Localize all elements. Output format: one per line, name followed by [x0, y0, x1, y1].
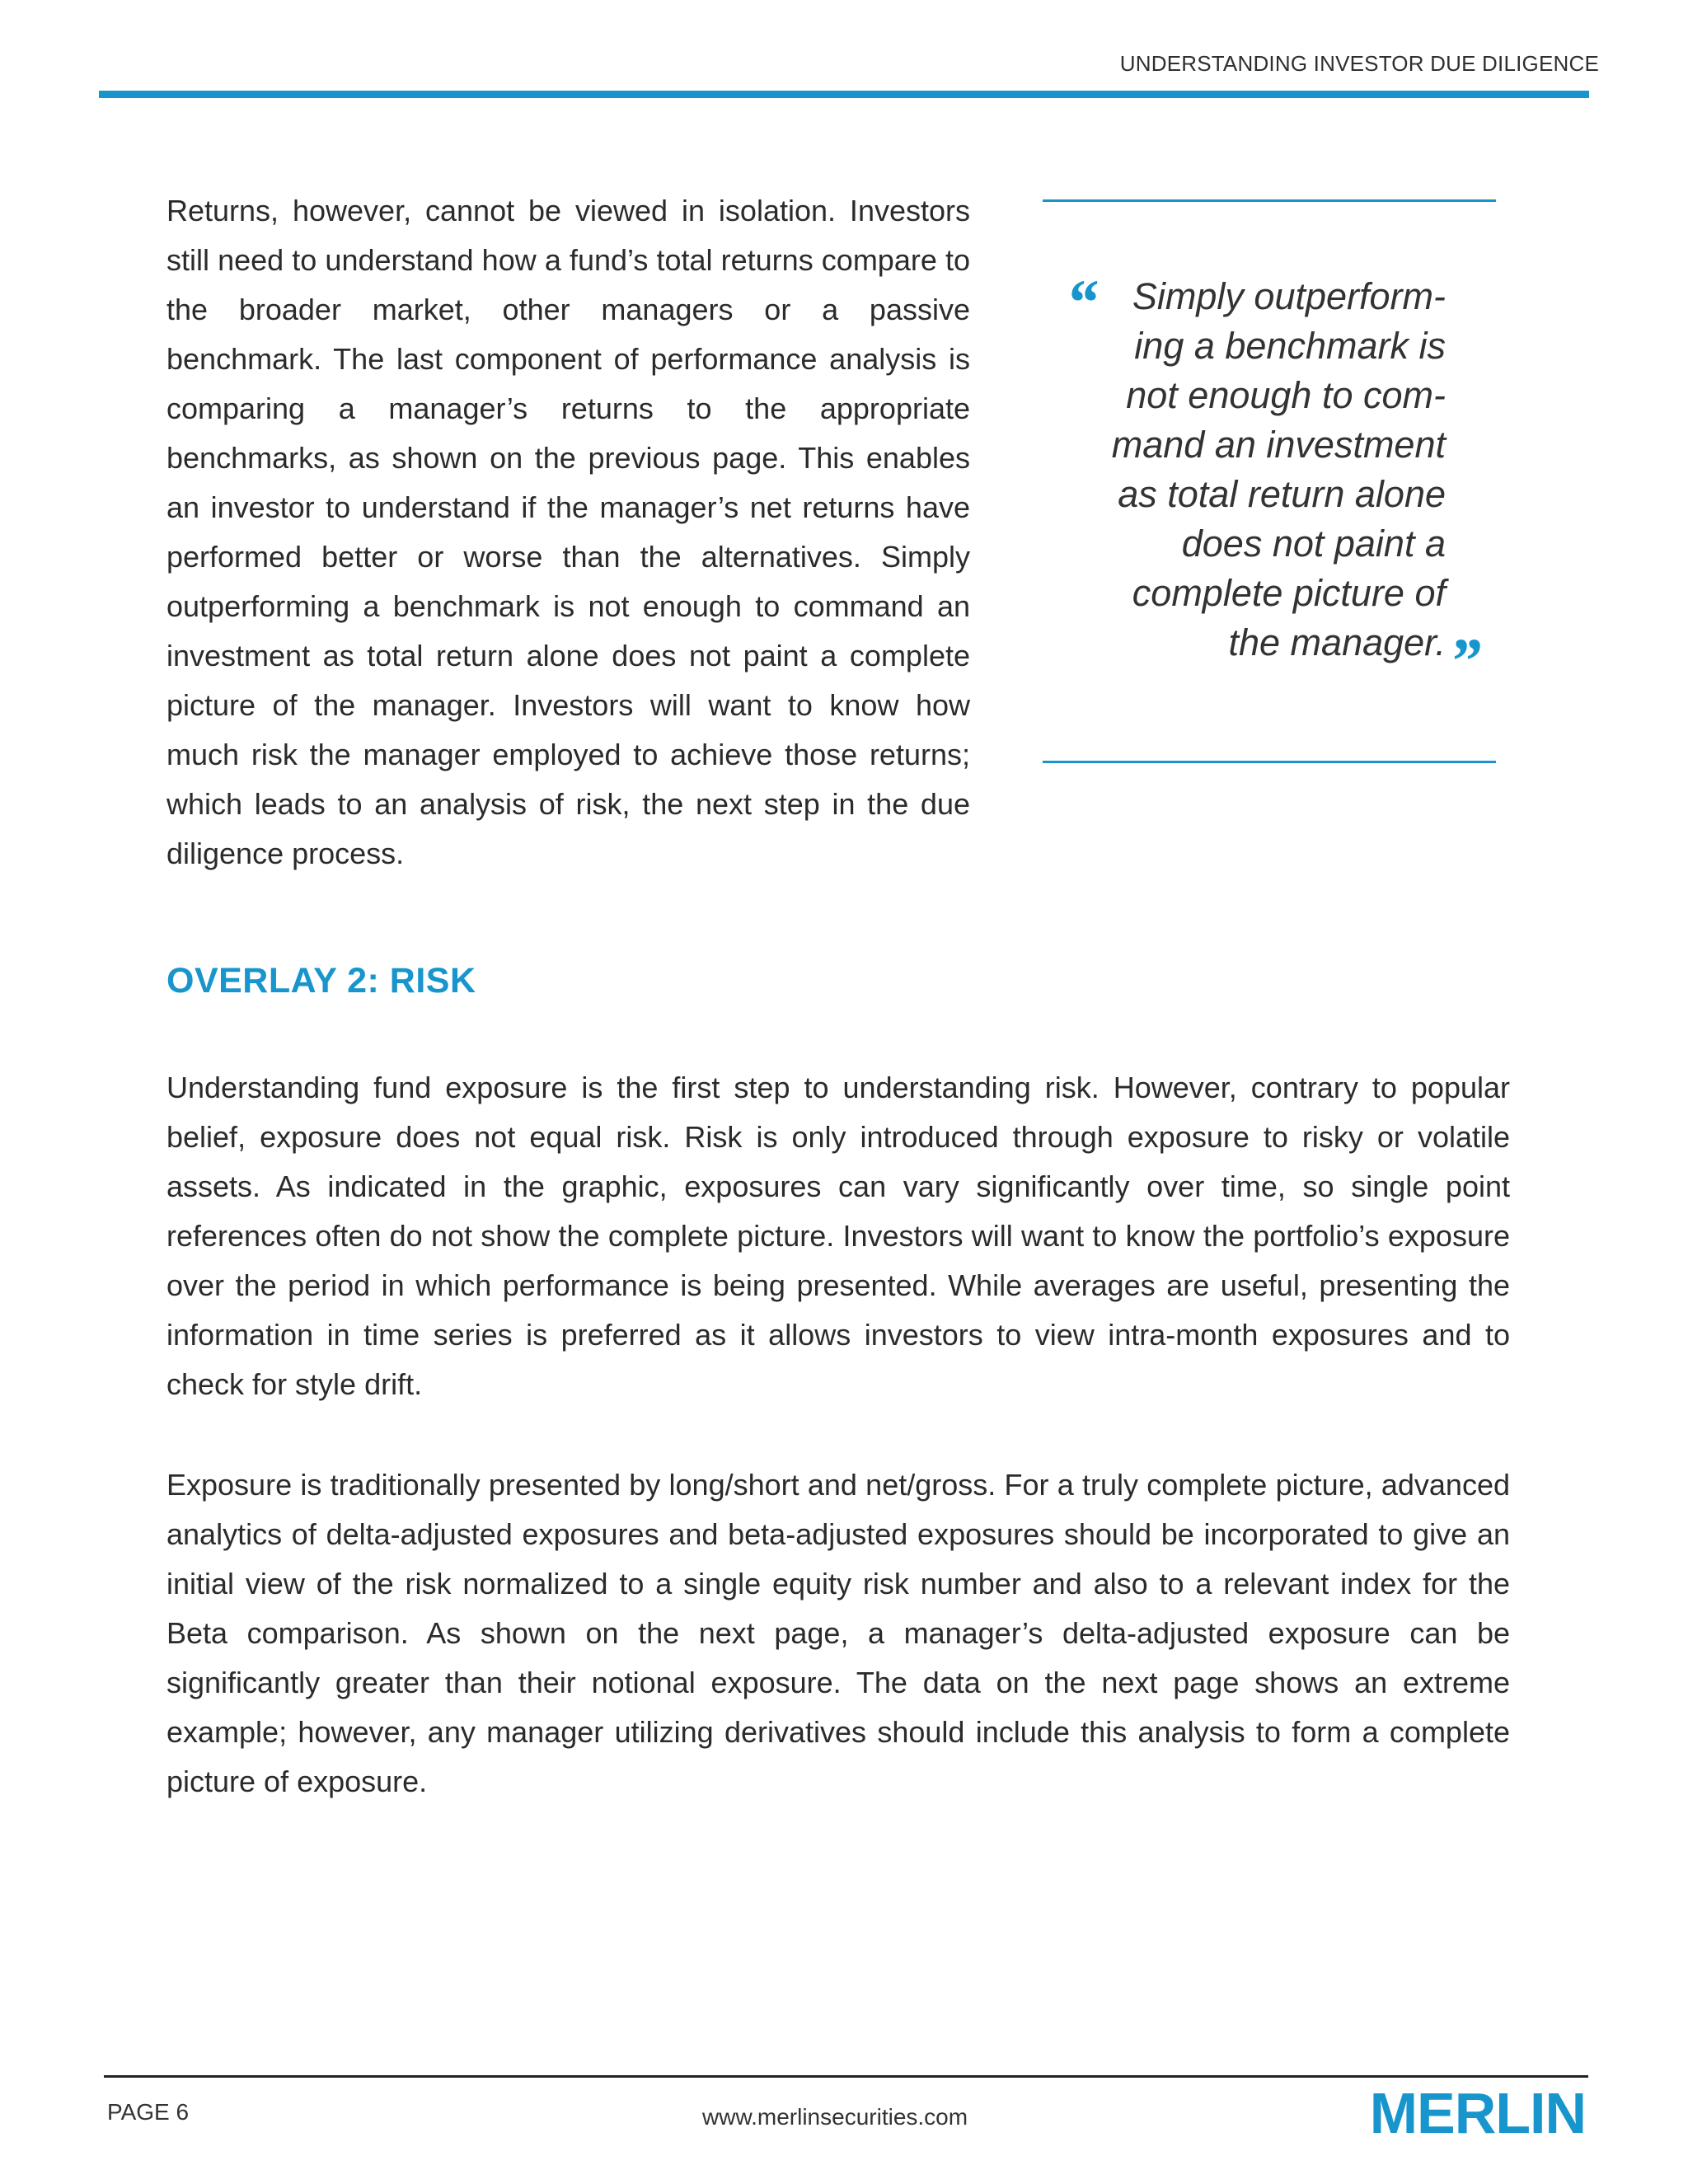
pullquote-line: the manager.: [1228, 621, 1446, 663]
pullquote-line: mand an investment: [1111, 424, 1446, 466]
pullquote-bottom-rule: [1043, 761, 1496, 763]
open-quote-icon: “: [1066, 266, 1098, 338]
pullquote-line: does not paint a: [1181, 523, 1446, 565]
intro-paragraph: Returns, however, cannot be viewed in isolation. Investors still need to understand how a fund’s total returns compare to the broader market, other managers or a passive benchmark. The last component of performance analysis is comparing a manager’s returns to the appropriate benchmarks, as shown on the previous page. This enables an investor to understand if the manager’s net returns have performed better or worse than the alternatives. Simply outperforming a benchmark is not enough to command an investment as total return alone does not paint a complete picture of the manager. Investors will want to know how much risk the manager employed to achieve those returns; which leads to an analysis of risk, the next step in the due diligence process.: [166, 194, 970, 870]
footer-rule: [104, 2075, 1588, 2078]
pullquote-line: complete picture of: [1132, 572, 1446, 614]
close-quote-icon: ”: [1449, 625, 1481, 696]
website-link[interactable]: www.merlinsecurities.com: [702, 2104, 968, 2130]
pullquote-line: as total return alone: [1118, 473, 1446, 515]
section-heading: OVERLAY 2: RISK: [166, 961, 476, 1001]
pullquote-line: ing a benchmark is: [1134, 325, 1446, 367]
body-paragraph: Exposure is traditionally presented by long/short and net/gross. For a truly complete picture, advanced analytics of delta-adjusted exposures and beta-adjusted exposures should be incorporated to give an initial view of the risk normalized to a single equity risk number and also to a relevant index for the Beta comparison. As shown on the next page, a manager’s delta-adjusted exposure can be significantly greater than their notional exposure. The data on the next page shows an extreme example; however, any manager utilizing derivatives should include this analysis to form a complete picture of exposure.: [166, 1468, 1510, 1798]
merlin-logo: MERLIN: [1369, 2081, 1586, 2145]
pullquote: [1063, 266, 1446, 668]
running-header: UNDERSTANDING INVESTOR DUE DILIGENCE: [1119, 51, 1599, 76]
pullquote-top-rule: [1043, 199, 1496, 202]
pullquote-line: not enough to com-: [1126, 374, 1446, 416]
body-paragraph: Understanding fund exposure is the first step to understanding risk. However, contrary to popular belief, exposure does not equal risk. Risk is only introduced through exposure to risky or volatile assets. As indicated in the graphic, exposures can vary significantly over time, so single point references often do not show the complete picture. Investors will want to know the portfolio’s exposure over the period in which performance is being presented. While averages are useful, presenting the information in time series is preferred as it allows investors to view intra-month exposures and to check for style drift.: [166, 1071, 1510, 1401]
header-rule: [99, 91, 1589, 98]
pullquote-line: Simply outperform-: [1132, 275, 1446, 317]
page-number: PAGE 6: [107, 2099, 190, 2125]
